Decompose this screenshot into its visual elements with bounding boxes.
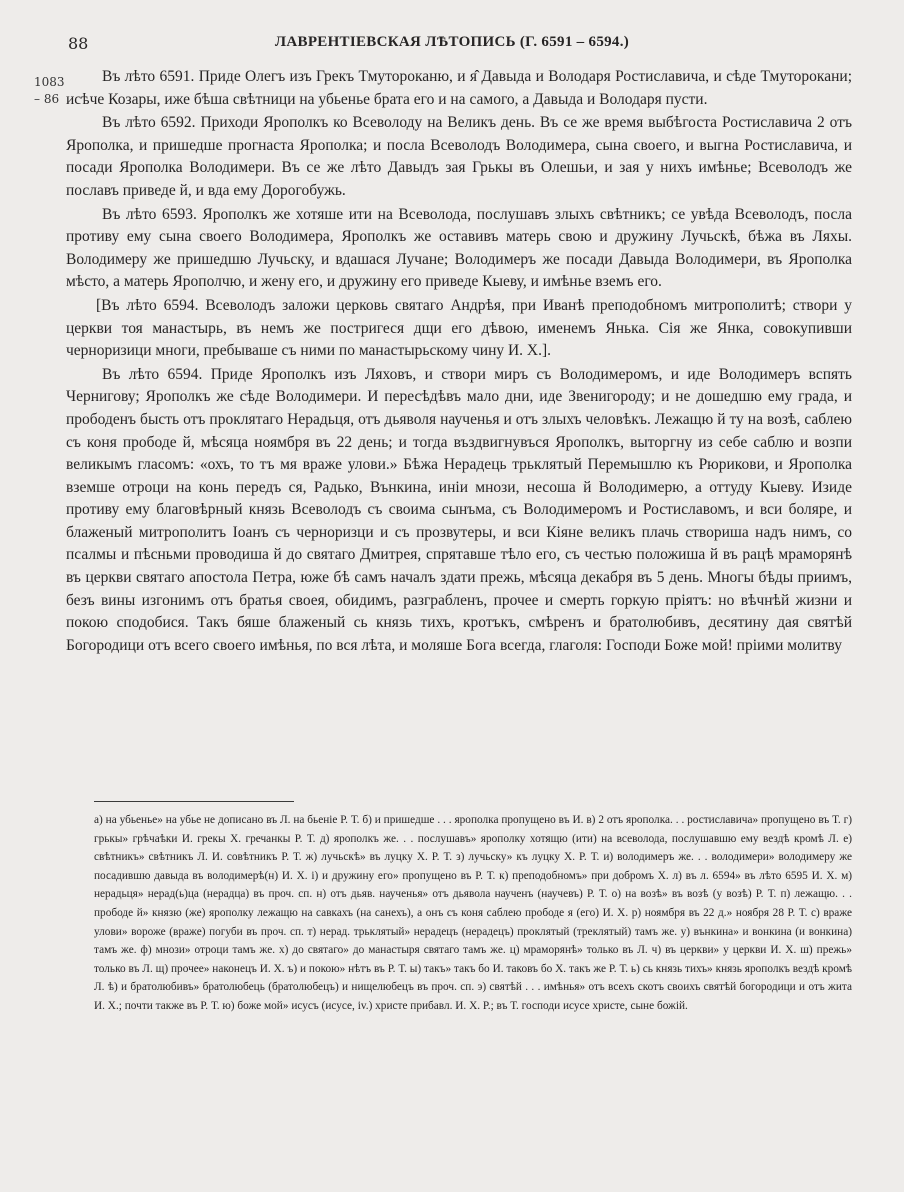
margin-year-end: – 86 [34,92,60,106]
page-number: 88 [68,34,89,53]
page-header [60,34,844,58]
footnote-apparatus: а) на убьенье» на убье не дописано въ Л. на бьеніе Р. Т. б) и пришедше . . . ярополка пропущено въ И. в) 2 отъ ярополка. . . ростиславича» пропущено въ Т. г) грькы» грѣчаѣки И. грекы Х. гречанкы Р. Т. д) ярополкъ же. . . послушавъ» ярополку хотящю (ити) на всеволода, послушавшю ему вездѣ кромѣ Л. е) свѣтникъ» свѣтникъ Л. И. совѣтникъ Р. Т. ж) лучьскѣ» въ луцку Х. Р. Т. з) лучьску» къ луцку Х. Р. Т. и) володимеръ же. . . володимери» володимеру же посадившю давыда въ володимерѣ(н) И. Х. і) и дружину его» пропущено въ Р. Т. к) преподобномъ» при добромъ Х. л) въ л. 6594» въ лѣто 6595 И. Х. м) нерадьця» нерад(ь)ца (нерадца) въ проч. сп. н) отъ дьяв. наученья» отъ дьявола наученъ (научевъ) Р. Т. о) на возѣ» въ возѣ (у возѣ) Р. Т. п) лежащю. . . прободе й» князю (же) ярополку лежащю на савкахъ (на санехъ), а онъ съ коня саблею прободе я (его) И. Х. р) ноямбря въ 22 д.» ноября 28 Р. Т. с) враже улови» вороже (враже) погуби въ проч. сп. т) нерад. трьклятый» нерадецъ (нерадецъ) проклятый (треклятый) тамъ же. у) вънкина» и вонкина (и вонкина) тамъ же. ф) мнози» отроци тамъ же. х) до святаго» до манастыря святаго тамъ же. ц) мраморянѣ» только въ Л. ч) въ церкви» у церкви И. Х. ш) прежь» только въ Л. щ) прочее» наконецъ И. Х. ъ) и покою» нѣтъ въ Р. Т. ы) такъ» такъ бо И. таковъ бо Х. такъ же Р. Т. ь) сь князь тихъ» князь ярополкъ вездѣ кромѣ Л. ѣ) и братолюбивъ» братолюбець (братолюбецъ) и нищелюбецъ въ проч. сп. э) святѣй . . . имѣнья» отъ всехъ скотъ своихъ святѣй богородици и отъ жита И. Х.; почти также въ Р. Т. ю) боже мой» исусъ (исусе, іv.) христе прибавл. И. Х. Р.; въ Т. господи исусе христе, сыне божій. [94,814,852,1012]
margin-year-note [34,74,68,108]
footnote-divider [94,801,294,802]
footnotes [94,811,852,1016]
entry-6592: Въ лѣто 6592. Приходи Ярополкъ ко Всеволоду на Великъ день. Въ се же время выбѣгоста Ростиславича 2 отъ Ярополка, и пришедше прогнаста Ярополка; и посла Всеволодъ Володимера, сына своего, и выгна Ростиславича, и посади Ярополка Володимери. Въ се же лѣто Давыдъ зая Грькы въ Олешьи, и зая у нихъ имѣнье; Всеволодъ же пославъ приведе й, и вда ему Дорогобужь. [66,114,852,199]
chronicle-text [66,66,852,658]
entry-6591: Въ лѣто 6591. Приде Олегъ изъ Грекъ Тмутороканю, и я̂ Давыда и Володаря Ростиславича, и сѣде Тмуторокани; исѣче Козары, иже бѣша свѣтници на убьенье брата его и на самого, а Давыда и Володаря пусти. [66,68,852,108]
entry-6593: Въ лѣто 6593. Ярополкъ же хотяше ити на Всеволода, послушавъ злыхъ свѣтникъ; се увѣда Всеволодъ, посла противу ему сына своего Володимера, Ярополкъ же оставивъ матерь свою и дружину Лучьскѣ, бѣжа въ Ляхы. Володимеру же пришедшю Лучьску, и вдашася Лучане; Володимеръ же посади Давыда Володимери, въ Ярополка мѣсто, а матерь Ярополчю, и жену его, и дружину его приведе Кыеву, и имѣнье вземъ его. [66,205,852,291]
margin-year-start: 1083 [34,75,65,89]
entry-6594: Въ лѣто 6594. Приде Ярополкъ изъ Ляховъ, и створи миръ съ Володимеромъ, и иде Володимеръ вспять Чернигову; Ярополкъ же сѣде Володимери. И пересѣдѣвъ мало дни, иде Звенигороду; и не дошедшю ему града, и прободенъ бысть отъ проклятаго Нерадьця, отъ дьяволя наученья и отъ злыхъ человѣкъ. Лежащю й ту на возѣ, саблею съ коня прободе й, мѣсяца ноямбря въ 22 день; и тогда въздвигнувъся Ярополкъ, выторгну из себе саблю и возпи великымъ гласомъ: «охъ, то тъ мя враже улови.» Бѣжа Нерадець трьклятый Перемышлю къ Рюрикови, и Ярополка вземше отроци на конь передъ ся, Радько, Вънкина, иніи мнози, несоша й Володимерю, а оттуду Кыеву. Изиде противу ему благовѣрный князь Всеволодъ съ своима сынъма, съ Володимеромъ и Ростиславомъ, и вси боляре, и блаженый митрополитъ Іоанъ съ черноризци и съ прозвутеры, и вси Кіяне великъ плачь створиша надъ нимъ, со псалмы и пѣсньми проводиша й до святаго Дмитрея, спрятавше тѣло его, съ честью положиша й въ рацѣ мраморянѣ въ церкви святаго апостола Петра, юже бѣ самъ началъ здати прежь, мѣсяца декабря въ 5 день. Многы бѣды приимъ, безъ вины изгонимъ отъ братья своея, обидимъ, разграбленъ, прочее и смерть горкую пріятъ: но вѣчнѣй жизни и покою сподобися. Такъ бяше блаженый сь князь тихъ, кротъкъ, смѣренъ и братолюбивъ, десятину дая святѣй Богородици отъ всего своего имѣнья, по вся лѣта, и моляше Бога всегда, глаголя: Господи Боже мой! пріими молитву [66,365,852,654]
running-title: ЛАВРЕНТІЕВСКАЯ ЛѢТОПИСЬ (Г. 6591 – 6594.) [274,34,630,50]
entry-6594-interpolation: [Въ лѣто 6594. Всеволодъ заложи церковь святаго Андрѣя, при Иванѣ преподобномъ митрополитѣ; створи у церкви тоя манастырь, въ немъ же постригеся дщи его дѣвою, именемъ Янька. Сія же Янка, совокупивши черноризици многи, пребываше съ ними по манастырьскому чину И. Х.]. [66,296,852,360]
